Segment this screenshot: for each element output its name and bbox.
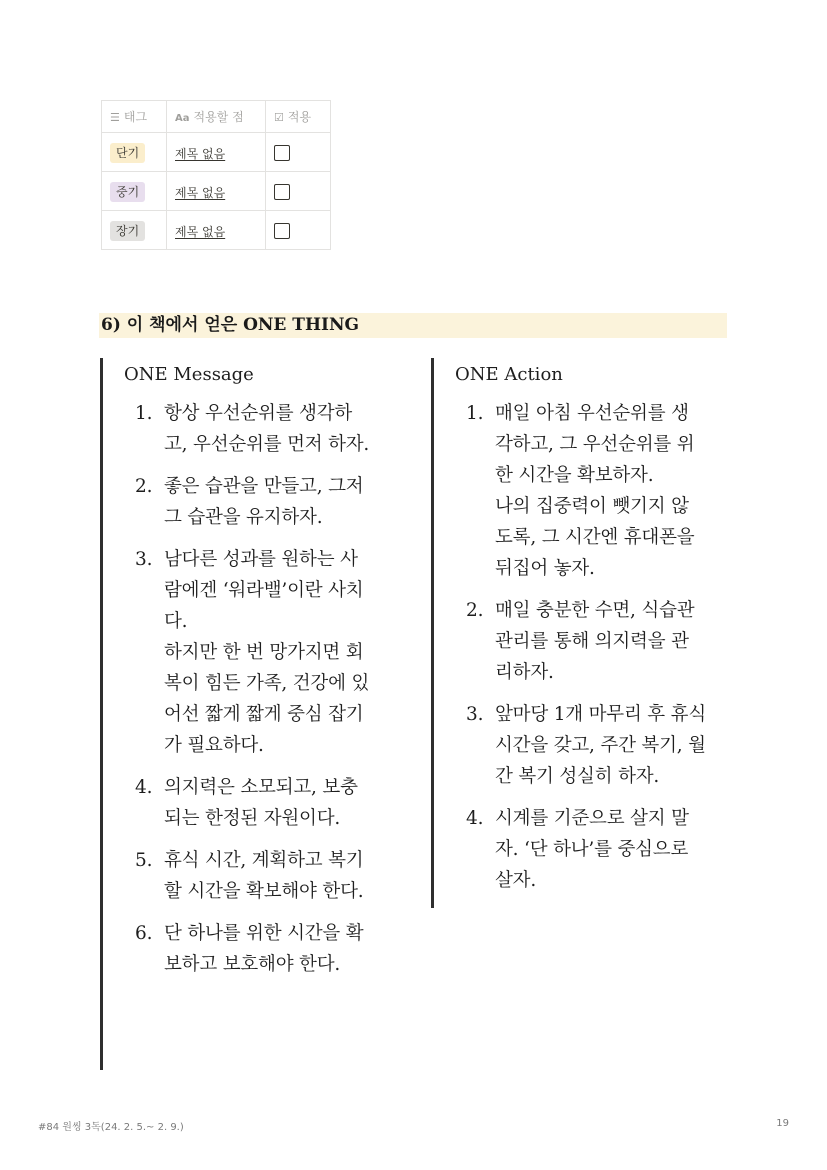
list-item xyxy=(466,398,728,584)
list-item-text xyxy=(495,398,728,584)
title-cell[interactable] xyxy=(167,211,266,250)
list-item-number: 3. xyxy=(135,549,153,570)
list-item-text xyxy=(495,595,728,688)
database-table xyxy=(101,100,331,250)
list-icon: ☰ xyxy=(110,111,120,124)
list-item-line: 고, 우선순위를 먼저 하자. xyxy=(164,434,370,455)
tag-column-label: 태그 xyxy=(123,110,148,124)
list-item-line: 되는 한정된 자원이다. xyxy=(164,808,341,829)
page-title-link[interactable]: 제목 없음 xyxy=(175,146,226,161)
list-item-line: 단 하나를 위한 시간을 확 xyxy=(164,923,364,944)
list-item-line: 의지력은 소모되고, 보충 xyxy=(164,777,358,798)
list-item xyxy=(135,845,397,907)
list-item-line: 한 시간을 확보하자. xyxy=(495,465,654,486)
checkbox-cell[interactable] xyxy=(266,133,331,172)
list-item-number: 4. xyxy=(466,808,484,829)
one-message-column xyxy=(100,358,403,1070)
list-item-number: 2. xyxy=(466,600,484,621)
list-item-line: 휴식 시간, 계획하고 복기 xyxy=(164,850,364,871)
list-item-line: 살자. xyxy=(495,870,537,891)
list-item-text xyxy=(495,803,728,896)
page-number: 19 xyxy=(776,1118,789,1129)
list-item-line: 간 복기 성실히 하자. xyxy=(495,766,660,787)
tag-column-header[interactable] xyxy=(102,101,167,133)
list-item-number: 2. xyxy=(135,476,153,497)
tag-badge: 중기 xyxy=(110,182,145,202)
checkbox-cell[interactable] xyxy=(266,172,331,211)
list-item-text xyxy=(164,398,397,460)
text-property-icon: Aa xyxy=(175,113,190,124)
apply-point-column-header[interactable] xyxy=(167,101,266,133)
one-message-title: ONE Message xyxy=(124,364,254,385)
list-item-text xyxy=(164,845,397,907)
list-item-line: 시간을 갖고, 주간 복기, 월 xyxy=(495,735,706,756)
list-item-number: 3. xyxy=(466,704,484,725)
table-row[interactable] xyxy=(102,172,331,211)
list-item-line: 뒤집어 놓자. xyxy=(495,558,595,579)
apply-checkbox[interactable] xyxy=(274,184,290,200)
tag-badge: 단기 xyxy=(110,143,145,163)
list-item-line: 리하자. xyxy=(495,662,554,683)
list-item-line: 항상 우선순위를 생각하 xyxy=(164,403,353,424)
footer-document-title: #84 원씽 3독(24. 2. 5.~ 2. 9.) xyxy=(38,1122,184,1133)
table-row[interactable] xyxy=(102,133,331,172)
tag-badge: 장기 xyxy=(110,221,145,241)
list-item xyxy=(466,595,728,688)
list-item xyxy=(466,699,728,792)
apply-checkbox[interactable] xyxy=(274,223,290,239)
title-cell[interactable] xyxy=(167,133,266,172)
one-message-list xyxy=(135,398,397,991)
tag-cell[interactable] xyxy=(102,172,167,211)
list-item-line: 시계를 기준으로 살지 말 xyxy=(495,808,689,829)
table-header-row xyxy=(102,101,331,133)
list-item-line: 각하고, 그 우선순위를 위 xyxy=(495,434,695,455)
list-item-line: 복이 힘든 가족, 건강에 있 xyxy=(164,673,370,694)
one-action-column xyxy=(431,358,734,908)
tag-cell[interactable] xyxy=(102,133,167,172)
list-item-line: 매일 충분한 수면, 식습관 xyxy=(495,600,695,621)
list-item xyxy=(466,803,728,896)
list-item-line: 가 필요하다. xyxy=(164,735,264,756)
list-item-line: 남다른 성과를 원하는 사 xyxy=(164,549,358,570)
list-item xyxy=(135,544,397,761)
list-item-text xyxy=(164,544,397,761)
list-item-line: 매일 아침 우선순위를 생 xyxy=(495,403,689,424)
list-item-line: 그 습관을 유지하자. xyxy=(164,507,323,528)
list-item-line: 자. ‘단 하나’를 중심으로 xyxy=(495,839,689,860)
checkbox-cell[interactable] xyxy=(266,211,331,250)
list-item-number: 5. xyxy=(135,850,153,871)
list-item xyxy=(135,918,397,980)
title-cell[interactable] xyxy=(167,172,266,211)
apply-point-column-label: 적용할 점 xyxy=(193,110,244,124)
list-item-number: 4. xyxy=(135,777,153,798)
list-item-line: 하지만 한 번 망가지면 회 xyxy=(164,642,364,663)
page-title-link[interactable]: 제목 없음 xyxy=(175,185,226,200)
checkbox-property-icon: ☑ xyxy=(274,111,284,124)
list-item-line: 앞마당 1개 마무리 후 휴식 xyxy=(495,704,707,725)
list-item-number: 1. xyxy=(466,403,484,424)
page-title-link[interactable]: 제목 없음 xyxy=(175,224,226,239)
list-item-text xyxy=(164,918,397,980)
list-item-number: 1. xyxy=(135,403,153,424)
list-item-text xyxy=(164,471,397,533)
list-item xyxy=(135,398,397,460)
list-item-line: 람에겐 ‘워라밸’이란 사치 xyxy=(164,580,364,601)
apply-checkbox[interactable] xyxy=(274,145,290,161)
list-item-line: 관리를 통해 의지력을 관 xyxy=(495,631,689,652)
list-item-line: 나의 집중력이 뺏기지 않 xyxy=(495,496,689,517)
list-item-line: 어선 짧게 짧게 중심 잡기 xyxy=(164,704,364,725)
list-item-text xyxy=(164,772,397,834)
list-item xyxy=(135,772,397,834)
list-item-text xyxy=(495,699,728,792)
list-item-line: 보하고 보호해야 한다. xyxy=(164,954,341,975)
tag-cell[interactable] xyxy=(102,211,167,250)
list-item-line: 할 시간을 확보해야 한다. xyxy=(164,881,364,902)
one-action-title: ONE Action xyxy=(455,364,563,385)
apply-column-header[interactable] xyxy=(266,101,331,133)
apply-column-label: 적용 xyxy=(287,110,312,124)
table-row[interactable] xyxy=(102,211,331,250)
list-item xyxy=(135,471,397,533)
list-item-line: 좋은 습관을 만들고, 그저 xyxy=(164,476,364,497)
one-action-list xyxy=(466,398,728,907)
list-item-line: 다. xyxy=(164,611,188,632)
list-item-line: 도록, 그 시간엔 휴대폰을 xyxy=(495,527,695,548)
section-heading: 6) 이 책에서 얻은 ONE THING xyxy=(99,313,727,338)
list-item-number: 6. xyxy=(135,923,153,944)
